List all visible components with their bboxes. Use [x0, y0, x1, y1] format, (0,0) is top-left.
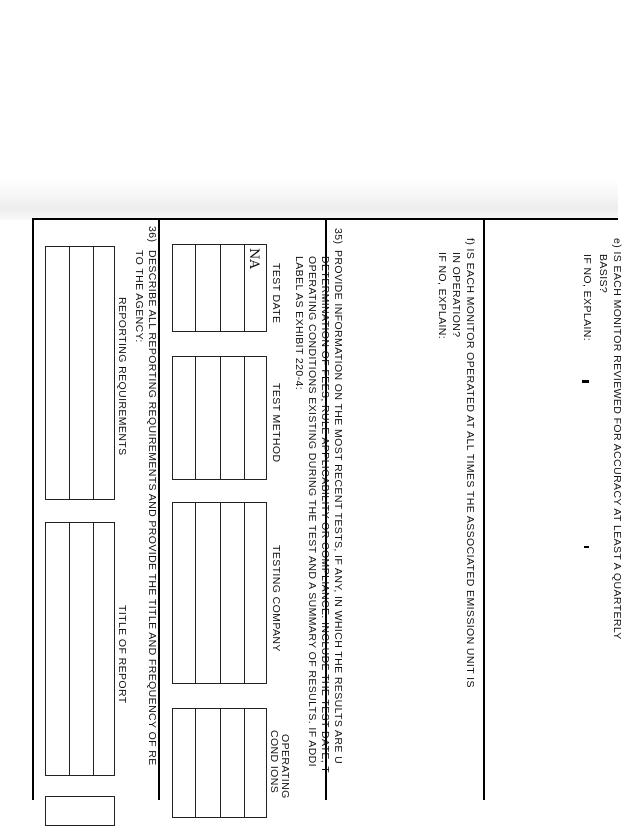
- question-e-line1: e) IS EACH MONITOR REVIEWED FOR ACCURACY AT LEAST A QUARTERLY: [611, 238, 623, 640]
- reporting-requirements-table: [45, 246, 115, 500]
- question-f-line2: IN OPERATION?: [450, 252, 462, 338]
- column-header-test-date: TEST DATE: [270, 263, 282, 324]
- question-f-line1: f) IS EACH MONITOR OPERATED AT ALL TIMES THE ASSOCIATED EMISSION UNIT IS: [464, 238, 476, 688]
- column-header-title-of-report: TITLE OF REPORT: [116, 605, 128, 704]
- answer-mark-no: [584, 546, 589, 548]
- column-header-operating-line2: COND IONS: [268, 730, 280, 794]
- vertical-rule-section-f: [483, 218, 485, 800]
- section-35-line3: OPERATING CONDITIONS EXISTING DURING THE TEST AND A SUMMARY OF RESULTS. IF ADDI: [306, 256, 318, 767]
- question-e-line2: BASIS?: [597, 254, 609, 294]
- section-35-number: 35): [332, 228, 344, 245]
- frequency-table-edge: [45, 796, 115, 826]
- section-36-line2: TO THE AGENCY:: [133, 250, 145, 343]
- column-header-testing-company: TESTING COMPANY: [270, 545, 282, 652]
- section-36-line1: DESCRIBE ALL REPORTING REQUIREMENTS AND PROVIDE THE TITLE AND FREQUENCY OF RE: [146, 250, 158, 766]
- question-e-explain-label: IF NO, EXPLAIN:: [581, 254, 593, 342]
- vertical-rule-left-margin: [32, 218, 34, 800]
- section-35-line4: LABEL AS EXHIBIT 220-4:: [293, 256, 305, 391]
- column-header-operating-line1: OPERATING: [279, 734, 291, 799]
- section-35-line1: PROVIDE INFORMATION ON THE MOST RECENT TESTS, IF ANY, IN WHICH THE RESULTS ARE U: [332, 250, 344, 765]
- testing-company-table: [172, 502, 267, 684]
- test-method-table: [172, 356, 267, 480]
- question-f-explain-label: IF NO, EXPLAIN:: [436, 252, 448, 340]
- operating-conditions-table: [172, 708, 267, 818]
- title-of-report-table: [45, 522, 115, 776]
- section-36-number: 36): [146, 226, 158, 243]
- column-header-reporting-requirements: REPORTING REQUIREMENTS: [116, 297, 128, 456]
- answer-mark-yes: [582, 380, 589, 383]
- column-header-test-method: TEST METHOD: [270, 383, 282, 463]
- scan-shadow-band: [0, 180, 618, 220]
- test-date-entry: NA: [246, 248, 261, 269]
- section-35-line2: DETERMINATION OF FEES, RULE APPLICABILITY OR COMPLIANCE. INCLUDE THE TEST DATE, T: [319, 256, 331, 774]
- vertical-rule-section-36: [158, 218, 160, 800]
